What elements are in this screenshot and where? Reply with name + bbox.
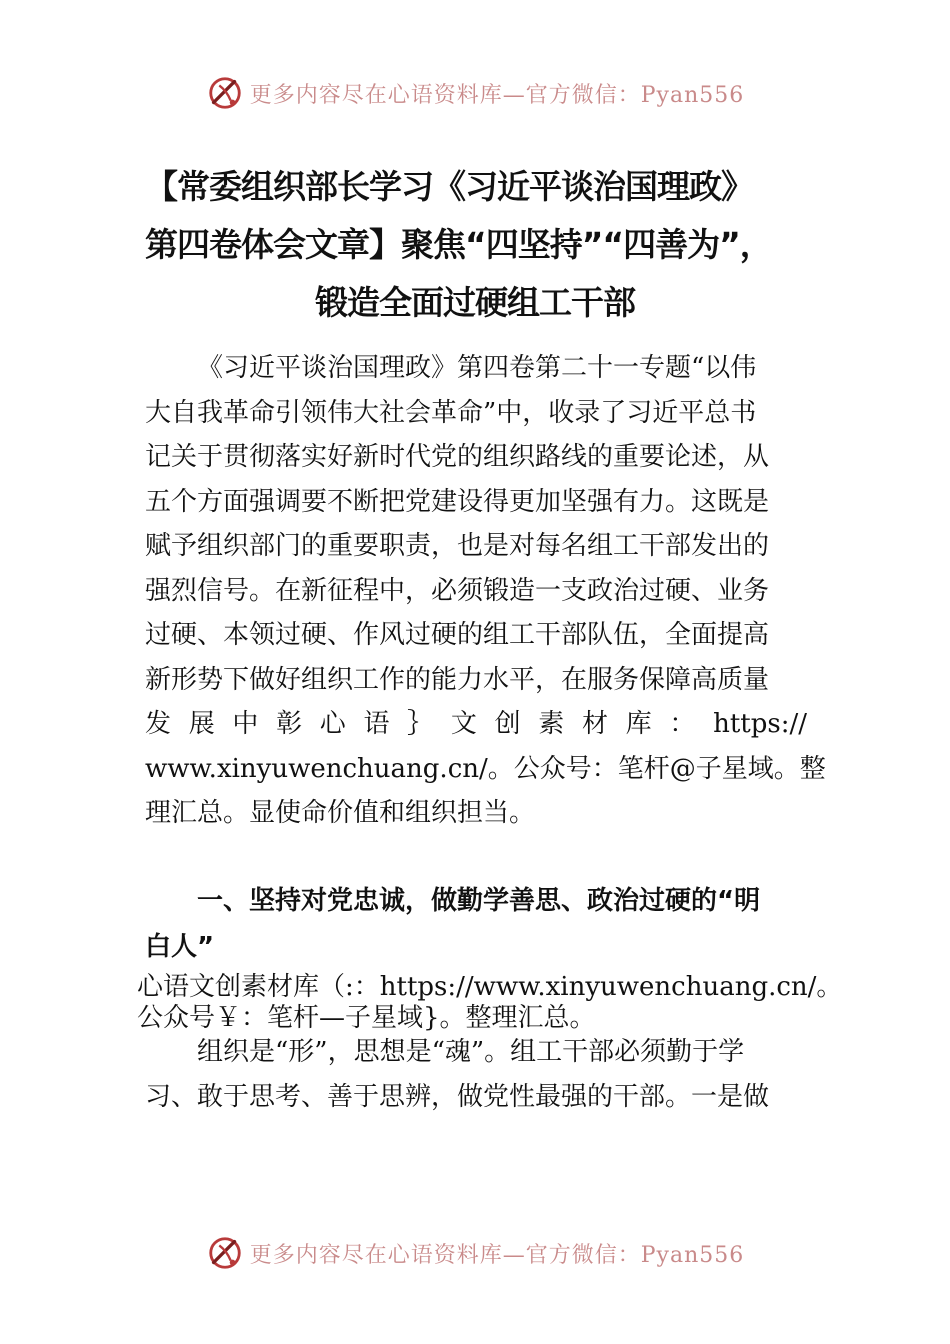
- section-heading: [145, 878, 807, 970]
- paragraph-line: 记关于贯彻落实好新时代党的组织路线的重要论述，从: [145, 442, 770, 472]
- calligraphy-seal-logo-icon: [206, 74, 244, 112]
- heading-line: 白人”: [145, 932, 215, 962]
- watermark-insert-text: [137, 972, 843, 1034]
- section-paragraph: [145, 1030, 807, 1119]
- calligraphy-seal-logo-icon: [206, 1234, 244, 1272]
- paragraph-line: 《习近平谈治国理政》第四卷第二十一专题“以伟: [197, 353, 757, 383]
- footer-banner: [0, 1228, 950, 1278]
- header-banner: [0, 68, 950, 118]
- watermark-line: 心语文创素材库（:：https://www.xinyuwenchuang.cn/。: [137, 972, 843, 1002]
- paragraph-line: 过硬、本领过硬、作风过硬的组工干部队伍，全面提高: [145, 620, 770, 650]
- title-line: 第四卷体会文章】聚焦“四坚持”“四善为”，: [145, 225, 772, 264]
- paragraph-line: 发 展 中 彰 心 语 ｝ 文 创 素 材 库 ： https://: [145, 709, 807, 739]
- paragraph-line: 赋予组织部门的重要职责，也是对每名组工干部发出的: [145, 531, 770, 561]
- title-line: 【常委组织部长学习《习近平谈治国理政》: [145, 167, 753, 206]
- paragraph-line: 组织是“形”，思想是“魂”。组工干部必须勤于学: [197, 1037, 745, 1067]
- paragraph-line: 新形势下做好组织工作的能力水平，在服务保障高质量: [145, 664, 770, 695]
- paragraph-line: 大自我革命引领伟大社会革命”中，收录了习近平总书: [145, 397, 757, 428]
- header-banner-text: 更多内容尽在心语资料库—官方微信：Pyan556: [249, 82, 745, 108]
- title-line: 锻造全面过硬组工干部: [315, 283, 635, 322]
- footer-banner-text: 更多内容尽在心语资料库—官方微信：Pyan556: [249, 1242, 745, 1268]
- paragraph-line: www.xinyuwenchuang.cn/。公众号：笔杆@子星域。整: [145, 753, 826, 784]
- paragraph-line: 五个方面强调要不断把党建设得更加坚强有力。这既是: [145, 486, 770, 517]
- document-title: [145, 158, 805, 332]
- watermark-line: 公众号￥：笔杆—子星域}。整理汇总。: [137, 1003, 596, 1033]
- heading-line: 一、坚持对党忠诚，做勤学善思、政治过硬的“明: [197, 886, 761, 916]
- paragraph-line: 强烈信号。在新征程中，必须锻造一支政治过硬、业务: [145, 575, 770, 606]
- intro-paragraph: [145, 346, 826, 836]
- paragraph-line: 理汇总。显使命价值和组织担当。: [145, 798, 536, 828]
- paragraph-line: 习、敢于思考、善于思辨，做党性最强的干部。一是做: [145, 1081, 770, 1112]
